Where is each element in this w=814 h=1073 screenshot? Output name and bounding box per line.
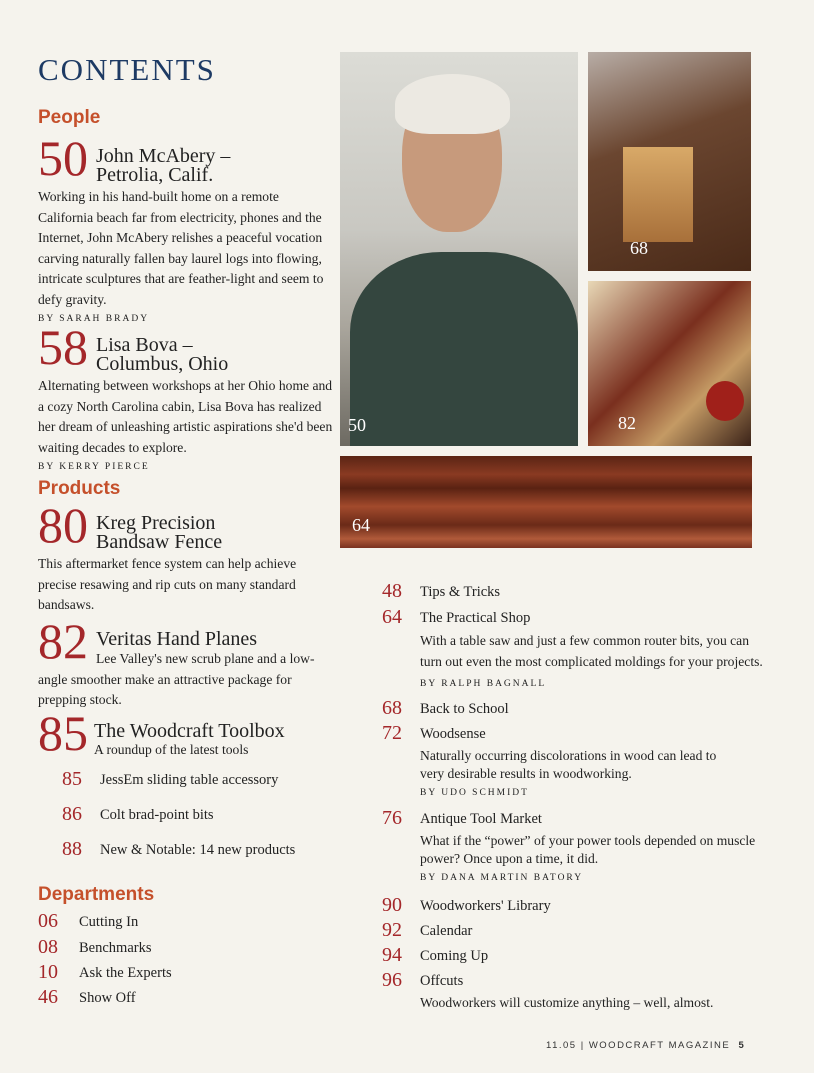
byline: BY RALPH BAGNALL [420, 679, 547, 689]
page-number: 92 [382, 919, 402, 941]
page-number: 94 [382, 944, 402, 966]
hair-shape [395, 74, 510, 134]
article-title: The Woodcraft Toolbox [94, 720, 285, 742]
article-description: Naturally occurring discolorations in wood can lead to very desirable results in woodworking. [420, 748, 717, 781]
item-title: Coming Up [420, 948, 489, 964]
item-title: The Practical Shop [420, 610, 531, 626]
page-number: 96 [382, 969, 402, 991]
item-title: Cutting In [79, 914, 139, 930]
article-description: Alternating between workshops at her Ohio home and a cozy North Carolina cabin, Lisa Bova has realized her dream of unleashing artistic aspirations she'd been waiting decades to explore. [38, 378, 333, 455]
page-number: 86 [62, 803, 82, 825]
page-number: 85 [62, 768, 82, 790]
photo-john-mcabery [340, 52, 578, 446]
page-title: CONTENTS [38, 52, 216, 87]
box-shape [623, 147, 693, 242]
item-title: Antique Tool Market [420, 811, 542, 827]
article-description: This aftermarket fence system can help achieve precise resawing and rip cuts on many standard bandsaws. [38, 556, 297, 612]
item-title: Offcuts [420, 973, 464, 989]
page-footer: 11.05 | WOODCRAFT MAGAZINE 5 [546, 1040, 746, 1051]
byline: BY UDO SCHMIDT [420, 788, 529, 798]
article-description: Lee Valley's new scrub plane and a low-angle smoother make an attractive package for prepping stock. [38, 651, 315, 707]
page-number: 10 [38, 961, 58, 983]
page-number: 68 [382, 697, 402, 719]
byline: BY DANA MARTIN BATORY [420, 873, 584, 883]
page-number: 72 [382, 722, 402, 744]
photo-page-label: 50 [348, 415, 366, 435]
article-text [38, 376, 336, 474]
item-title: Show Off [79, 990, 136, 1006]
article-title: Kreg Precision Bandsaw Fence [96, 512, 223, 553]
item-title: Colt brad-point bits [100, 807, 214, 823]
page-number: 88 [62, 838, 82, 860]
page-number: 82 [38, 613, 88, 669]
article-description: A roundup of the latest tools [94, 742, 249, 757]
page-number: 80 [38, 497, 88, 553]
byline: BY KERRY PIERCE [38, 462, 150, 472]
article-title: Lisa Bova – Columbus, Ohio [96, 334, 229, 375]
plane-knob-shape [706, 381, 744, 421]
item-title: JessEm sliding table accessory [100, 772, 279, 788]
section-heading-departments: Departments [38, 884, 155, 905]
issue-date: 11.05 [546, 1040, 577, 1051]
article-description: What if the “power” of your power tools depended on muscle power? Once upon a time, it did. [420, 833, 756, 866]
magazine-name: WOODCRAFT MAGAZINE [588, 1040, 731, 1051]
photo-molding [340, 456, 752, 548]
item-title: Calendar [420, 923, 473, 939]
item-title: Back to School [420, 701, 509, 717]
article-text [420, 747, 740, 800]
item-title: Woodworkers' Library [420, 898, 551, 914]
photo-wooden-boxes [588, 52, 751, 271]
page-number: 46 [38, 986, 58, 1008]
page-number: 85 [38, 705, 88, 761]
item-title: Benchmarks [79, 940, 152, 956]
sweater-shape [350, 252, 578, 446]
byline: BY SARAH BRADY [38, 314, 150, 324]
page-number: 50 [38, 130, 88, 186]
page-number: 08 [38, 936, 58, 958]
photo-page-label: 82 [618, 413, 636, 433]
page-number: 48 [382, 580, 402, 602]
item-title: Tips & Tricks [420, 584, 501, 600]
page-number: 76 [382, 807, 402, 829]
photo-hand-planes [588, 281, 751, 446]
article-text [420, 832, 790, 885]
folio-page-number: 5 [738, 1040, 746, 1051]
item-title: Woodsense [420, 726, 486, 742]
article-description: Woodworkers will customize anything – well, almost. [420, 995, 714, 1010]
photo-page-label: 64 [352, 515, 370, 535]
article-title: Veritas Hand Planes [96, 628, 258, 650]
page-number: 64 [382, 606, 402, 628]
photo-page-label: 68 [630, 238, 648, 258]
article-description: With a table saw and just a few common router bits, you can turn out even the most complicated moldings for your projects. BY RALPH BAGNALL [420, 633, 763, 689]
article-title: John McAbery – Petrolia, Calif. [96, 145, 231, 186]
page-number: 90 [382, 894, 402, 916]
page-number: 58 [38, 319, 88, 375]
page-number: 06 [38, 910, 58, 932]
item-title: New & Notable: 14 new products [100, 842, 296, 858]
section-heading-products: Products [38, 478, 121, 499]
article-text [38, 187, 336, 326]
item-title: Ask the Experts [79, 965, 172, 981]
section-heading-people: People [38, 107, 101, 128]
article-description: Working in his hand-built home on a remote California beach far from electricity, phones and the Internet, John McAbery relishes a peaceful vocation carving naturally fallen bay laurel logs into flowing, intricate sculptures that are feather-light and seem to defy gravity. [38, 189, 324, 307]
